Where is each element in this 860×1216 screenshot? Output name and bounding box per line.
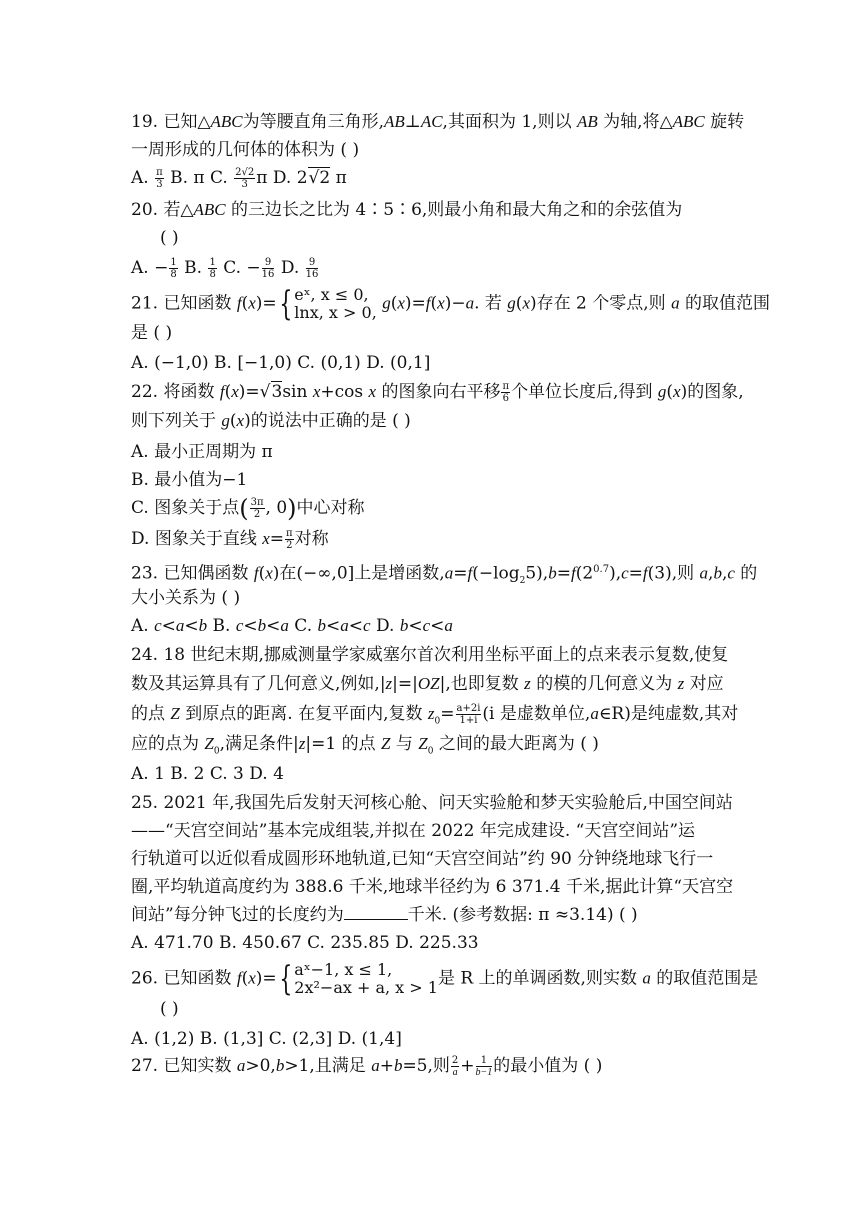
q19-options: A. $\frac{\pi}{3}$ B. π C. $\frac{2√2}{3}$ π D. 2√2 π [131,167,347,190]
q19-stem-line1: 19. 已知△ABC为等腰直角三角形,AB⊥AC,其面积为 1,则以 AB 为轴,将△ABC 旋转 [131,112,745,132]
q22-stem-line2: 则下列关于 g(x)的说法中正确的是 ( ) [131,411,411,431]
q25-stem-line5: 间站”每分钟飞过的长度约为 千米. (参考数据: π ≈3.14) ( ) [131,905,638,925]
q25-stem-line3: 行轨道可以近似看成圆形环地轨道,已知“天宫空间站”约 90 分钟绕地球飞行一 [131,849,714,869]
q20-stem-line2: ( ) [160,228,179,248]
q24-stem-line4: 应的点为 $Z_0$,满足条件|z|=1 的点 Z 与 $Z_0$ 之间的最大距离为 ( ) [131,734,599,757]
fraction: $\frac{\pi}{2}$ [286,528,293,551]
q25-stem-line2: ——“天宫空间站”基本完成组装,并拟在 2022 年完成建设. “天宫空间站”运 [131,821,696,841]
fraction: $\frac{\pi}{6}$ [502,381,510,404]
fraction: $\frac{a+2i}{1+i}$ [456,703,481,726]
q23-stem-line2: 大小关系为 ( ) [131,588,241,608]
q25-options: A. 471.70 B. 450.67 C. 235.85 D. 225.33 [131,933,479,953]
fraction: $\frac{2√2}{3}$ [235,167,255,190]
q25-stem-line1: 25. 2021 年,我国先后发射天河核心舱、问天实验舱和梦天实验舱后,中国空间站 [131,793,733,813]
q22-option-c: C. 图象关于点( $\frac{3\pi}{2}$ , 0)中心对称 [131,494,365,523]
q21-options: A. (−1,0) B. [−1,0) C. (0,1) D. (0,1] [131,353,431,373]
fraction: $\frac{9}{16}$ [305,257,319,280]
q24-stem-line3: 的点 Z 到原点的距离. 在复平面内,复数 $z_0=$ $\frac{a+2i}{1+i}$ (i 是虚数单位,a∈R)是纯虚数,其对 [131,703,739,727]
answer-blank [344,905,408,920]
left-brace: { [278,284,292,324]
q23-stem-line1: 23. 已知偶函数 f(x)在(−∞,0]上是增函数$,a=f(-\log_25),b=f(2^{0.7}),c=f(3)$,则 a,b,c 的 [131,563,758,587]
q26-options: A. (1,2) B. (1,3] C. (2,3] D. (1,4] [131,1029,402,1049]
q22-option-b: B. 最小值为−1 [131,470,248,490]
fraction: $\frac{\pi}{3}$ [156,167,163,190]
fraction: $\frac{1}{8}$ [170,257,177,280]
q20-options: A. − $\frac{1}{8}$ B. $\frac{1}{8}$ C. − $\frac{9}{16}$ D. $\frac{9}{16}$ [131,257,319,280]
q22-stem-line1: 22. 将函数 f(x)=√3sin x+cos x 的图象向右平移 $\frac{\pi}{6}$ 个单位长度后,得到 g(x)的图象, [131,381,744,404]
q22-option-a: A. 最小正周期为 π [131,442,273,462]
q26-stem-line2: ( ) [160,999,179,1019]
q24-stem-line2: 数及其运算具有了几何意义,例如,|z|=|OZ|,也即复数 z 的模的几何意义为 z 对应 [131,674,724,694]
q21-stem-line2: 是 ( ) [131,323,173,343]
fraction: $\frac{1}{8}$ [209,257,216,280]
q24-options: A. 1 B. 2 C. 3 D. 4 [131,764,284,784]
q26-stem-line1: 26. 已知函数 f(x)={ aˣ−1, x ≤ 1, 2x²−ax + a, x > 1 是 R 上的单调函数,则实数 a 的取值范围是 [131,959,759,999]
q24-stem-line1: 24. 18 世纪末期,挪威测量学家威塞尔首次利用坐标平面上的点来表示复数,使复 [131,645,729,665]
q21-stem-line1: 21. 已知函数 f(x)={ eˣ, x ≤ 0, lnx, x > 0, g(x)=f(x)−a. 若 g(x)存在 2 个零点,则 a 的取值范围 [131,284,770,324]
fraction: $\frac{2}{a}$ [451,1055,459,1078]
q25-stem-line4: 圈,平均轨道高度约为 388.6 千米,地球半径约为 6 371.4 千米,据此计算“天宫空 [131,877,734,897]
q19-stem-line2: 一周形成的几何体的体积为 ( ) [131,140,360,160]
q20-stem-line1: 20. 若△ABC 的三边长之比为 4∶5∶6,则最小角和最大角之和的余弦值为 [131,200,683,220]
fraction: $\frac{3\pi}{2}$ [250,497,264,520]
q23-options: A. c<a<b B. c<b<a C. b<a<c D. b<c<a [131,616,453,636]
q22-option-d: D. 图象关于直线 x= $\frac{\pi}{2}$ 对称 [131,528,329,551]
piecewise-cases: aˣ−1, x ≤ 1, 2x²−ax + a, x > 1 [294,960,438,997]
fraction: $\frac{9}{16}$ [261,257,275,280]
fraction: $\frac{1}{b-1}$ [475,1055,493,1078]
left-brace: { [278,959,292,999]
q27-stem-line1: 27. 已知实数 a>0,b>1,且满足 a+b=5,则 $\frac{2}{a}$ + $\frac{1}{b-1}$ 的最小值为 ( ) [131,1055,603,1078]
piecewise-cases: eˣ, x ≤ 0, lnx, x > 0, [294,285,377,322]
